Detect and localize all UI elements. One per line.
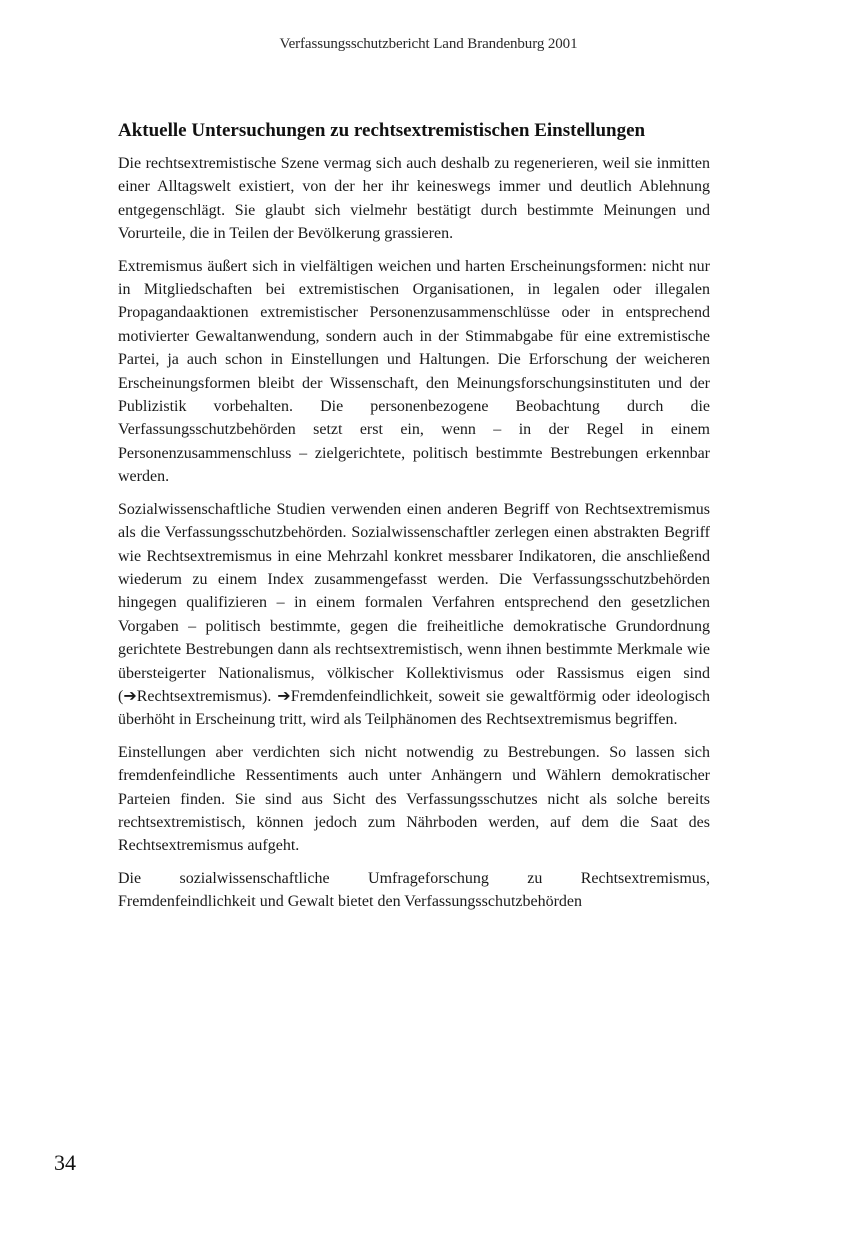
page-body [118,118,710,923]
section-title: Aktuelle Untersuchungen zu rechtsextremistischen Einstellungen [118,120,646,141]
paragraph: Sozialwissenschaftliche Studien verwenden einen anderen Begriff von Rechtsextremismus als die Verfassungsschutzbehörden. Sozialwissenschaftler zerlegen einen abstrakten Begriff wie Rechtsextremismus in eine Mehrzahl konkret messbarer Indikatoren, die anschließend wiederum zu einem Index zusammengefasst werden. Die Verfassungsschutzbehörden hingegen qualifizieren – in einem formalen Verfahren entsprechend den gesetzlichen Vorgaben – politisch bestimmte, gegen die freiheitliche demokratische Grundordnung gerichtete Bestrebungen dann als rechtsextremistisch, wenn ihnen bestimmte Merkmale wie übersteigerter Nationalismus, völkischer Kollektivismus oder Rassismus eigen sind (➔Rechtsextremismus). ➔Fremdenfeindlichkeit, soweit sie gewaltförmig oder ideologisch überhöht in Erscheinung tritt, wird als Teilphänomen des Rechtsextremismus begriffen. [118,500,710,729]
paragraph: Einstellungen aber verdichten sich nicht notwendig zu Bestrebungen. So lassen sich fremdenfeindliche Ressentiments auch unter Anhängern und Wählern demokratischer Parteien finden. Sie sind aus Sicht des Verfassungsschutzes nicht als solche bereits rechtsextremistisch, können jedoch zum Nährboden werden, auf dem die Saat des Rechtsextremismus aufgeht. [118,743,710,855]
running-header: Verfassungsschutzbericht Land Brandenburg 2001 [279,36,578,52]
paragraph: Die sozialwissenschaftliche Umfrageforschung zu Rechtsextremismus, Fremdenfeindlichkeit und Gewalt bietet den Verfassungsschutzbehörden [118,869,710,911]
page-number: 34 [54,1150,76,1175]
paragraph: Extremismus äußert sich in vielfältigen weichen und harten Erscheinungsformen: nicht nur in Mitgliedschaften bei extremistischen Organisationen, in legalen oder illegalen Propagandaaktionen extremistischer Personenzusammenschlüsse oder in entsprechend motivierter Gewaltanwendung, sondern auch in der Stimmabgabe für eine extremistische Partei, ja auch schon in Einstellungen und Haltungen. Die Erforschung der weicheren Erscheinungsformen bleibt der Wissenschaft, den Meinungsforschungsinstituten und der Publizistik vorbehalten. Die personenbezogene Beobachtung durch die Verfassungsschutzbehörden setzt erst ein, wenn – in der Regel in einem Personenzusammenschluss – zielgerichtete, politisch bestimmte Bestrebungen erkennbar werden. [118,257,710,486]
paragraph: Die rechtsextremistische Szene vermag sich auch deshalb zu regenerieren, weil sie inmitten einer Alltagswelt existiert, von der her ihr keineswegs immer und deutlich Ablehnung entgegenschlägt. Sie glaubt sich vielmehr bestätigt durch bestimmte Meinungen und Vorurteile, die in Teilen der Bevölkerung grassieren. [118,155,710,243]
